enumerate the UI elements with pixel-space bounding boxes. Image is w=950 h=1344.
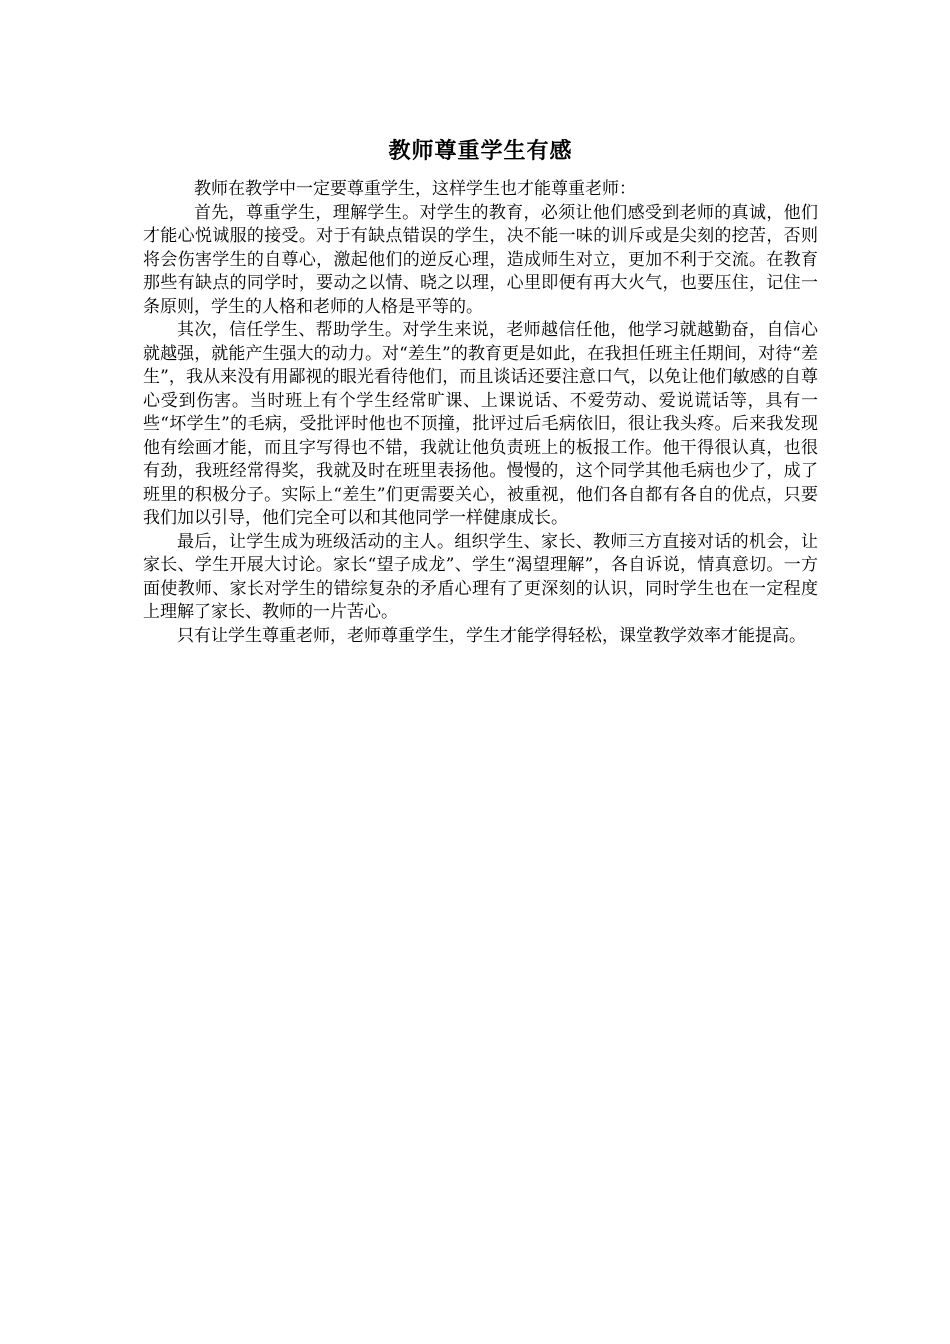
intro-paragraph: 教师在教学中一定要尊重学生，这样学生也才能尊重老师： [194, 179, 636, 199]
paragraph-conclusion: 只有让学生尊重老师，老师尊重学生，学生才能学得轻松，课堂教学效率才能提高。 [177, 625, 806, 646]
paragraph-first-point: 首先，尊重学生，理解学生。对学生的教育，必须让他们感受到老师的真诚，他们才能心悦诚服的接受。对于有缺点错误的学生，决不能一味的训斥或是尖刻的挖苦，否则将会伤害学生的自尊心，激起他们的逆反心理，造成师生对立，更加不利于交流。在教育那些有缺点的同学时，要动之以情、晓之以理，心里即便有再大火气，也要压住，记住一条原则，学生的人格和老师的人格是平等的。 [143, 202, 818, 317]
paragraph-third-point: 最后，让学生成为班级活动的主人。组织学生、家长、教师三方直接对话的机会，让家长、学生开展大讨论。家长“望子成龙”、学生“渴望理解”，各自诉说，情真意切。一方面使教师、家长对学生的错综复杂的矛盾心理有了更深刻的认识，同时学生也在一定程度上理解了家长、教师的一片苦心。 [143, 531, 818, 622]
paragraph-second-point: 其次，信任学生、帮助学生。对学生来说，老师越信任他，他学习就越勤奋，自信心就越强，就能产生强大的动力。对“差生”的教育更是如此，在我担任班主任期间，对待“差生”，我从来没有用鄙视的眼光看待他们，而且谈话还要注意口气，以免让他们敏感的自尊心受到伤害。当时班上有个学生经常旷课、上课说话、不爱劳动、爱说谎话等，具有一些“坏学生”的毛病，受批评时他也不顶撞，批评过后毛病依旧，很让我头疼。后来我发现他有绘画才能，而且字写得也不错，我就让他负责班上的板报工作。他干得很认真，也很有劲，我班经常得奖，我就及时在班里表扬他。慢慢的，这个同学其他毛病也少了，成了班里的积极分子。实际上“差生”们更需要关心，被重视，他们各自都有各自的优点，只要我们加以引导，他们完全可以和其他同学一样健康成长。 [143, 320, 818, 528]
document-page [143, 132, 818, 648]
document-title: 教师尊重学生有感 [388, 139, 573, 164]
